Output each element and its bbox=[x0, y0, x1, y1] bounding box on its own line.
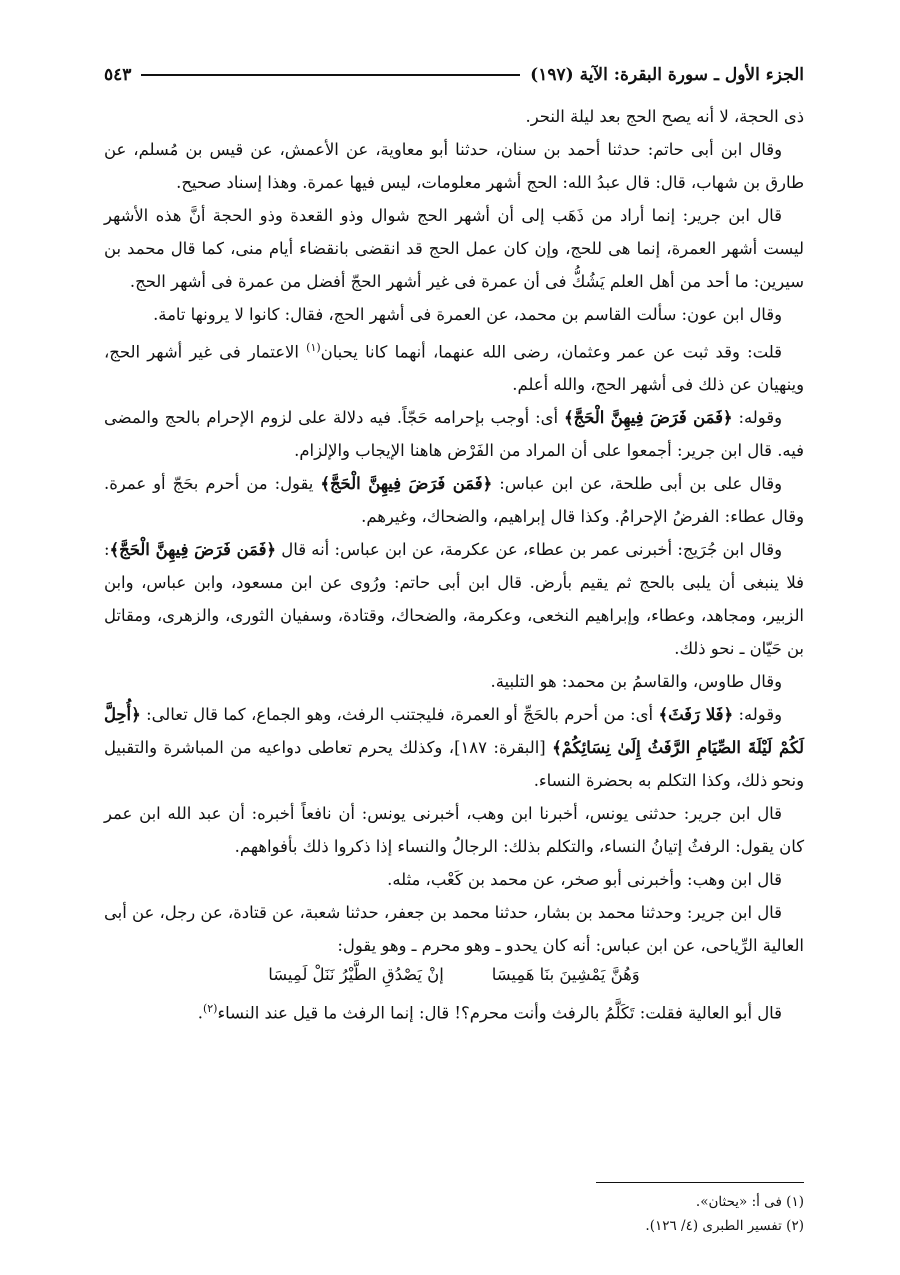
paragraph: قال ابن جرير: إنما أراد من ذَهَب إلى أن أشهر الحج شوال وذو القعدة وذو الحجة أنَّ هذه الأشهر ليست أشهر العمرة، إنما هى للحج، وإن كان عمل الحج قد انقضى بانقضاء أيام منى، كما قال محمد بن سيرين: ما أحد من أهل العلم يَشُكُّ فى أن عمرة فى غير أشهر الحجّ أفضل من عمرة فى أشهر الحج. bbox=[104, 206, 804, 291]
paragraph-text: : فلا ينبغى أن يلبى بالحج ثم يقيم بأرض. قال ابن أبى حاتم: ورُوى عن ابن مسعود، وابن عباس، وابن الزبير، ومجاهد، وعطاء، وإبراهيم النخعى، وعكرمة، والضحاك، وقتادة، وسفيان الثورى، والزهرى، ومقاتل بن حَيّان ـ نحو ذلك. bbox=[104, 540, 804, 659]
quran-verse: ﴿فَمَن فَرَضَ فِيهِنَّ الْحَجَّ﴾ bbox=[320, 474, 493, 494]
paragraph: وقال ابن أبى حاتم: حدثنا أحمد بن سنان، حدثنا أبو معاوية، عن الأعمش، عن قيس بن مُسلم، عن طارق بن شهاب، قال: قال عبدُ الله: الحج أشهر معلومات، ليس فيها عمرة. وهذا إسناد صحيح. bbox=[104, 140, 804, 192]
paragraph-text: قلت: وقد ثبت عن عمر وعثمان، رضى الله عنهما، أنهما كانا يحبان bbox=[320, 342, 782, 362]
paragraph bbox=[104, 401, 804, 467]
header-rule bbox=[141, 74, 520, 76]
footnote-ref: (٢) bbox=[202, 1002, 218, 1016]
quran-verse: ﴿أُحِلَّ لَكُمْ لَيْلَةَ الصِّيَامِ الرَّفَثُ إِلَىٰ نِسَائِكُمْ﴾ bbox=[104, 705, 804, 758]
footnote: (١) فى أ: «يحثان». bbox=[695, 1194, 804, 1210]
paragraph bbox=[104, 698, 804, 797]
paragraph bbox=[104, 992, 804, 1029]
paragraph-text: [البقرة: ١٨٧]، وكذلك يحرم تعاطى دواعيه من المباشرة والتقبيل ونحو ذلك، وكذا التكلم به بحضرة النساء. bbox=[104, 738, 804, 791]
poem-hemistich: إنْ يَصْدُقِ الطَّيْرُ نَنَلْ لَمِيسَا bbox=[268, 965, 444, 985]
poem-verse bbox=[104, 962, 804, 988]
paragraph-text: . bbox=[197, 1003, 203, 1023]
quran-verse: ﴿فَمَن فَرَضَ فِيهِنَّ الْحَجَّ﴾ bbox=[564, 408, 733, 428]
paragraph-text: أى: من أحرم بالحَجِّ أو العمرة، فليجتنب الرفث، وهو الجماع، كما قال تعالى: bbox=[140, 705, 659, 725]
paragraph: قال ابن وهب: وأخبرنى أبو صخر، عن محمد بن كَعْب، مثله. bbox=[387, 870, 782, 890]
paragraph-text: قال أبو العالية فقلت: تَكَلَّمُ بالرفث وأنت محرم؟! قال: إنما الرفث ما قيل عند النساء bbox=[217, 1003, 782, 1023]
paragraph-text: وقال على بن أبى طلحة، عن ابن عباس: bbox=[492, 474, 782, 494]
paragraph bbox=[104, 533, 804, 665]
paragraph bbox=[104, 331, 804, 401]
paragraph-text: أى: أوجب بإحرامه حَجّاً. فيه دلالة على لزوم الإحرام بالحج والمضى فيه. قال ابن جرير: أجمعوا على أن المراد من الفَرْض هاهنا الإيجاب والإلزام. bbox=[104, 408, 804, 461]
footnote: (٢) تفسير الطبرى (٤/ ١٢٦). bbox=[645, 1218, 804, 1234]
main-text bbox=[104, 100, 804, 1030]
paragraph-text: وقوله: bbox=[733, 705, 782, 725]
paragraph: ذى الحجة، لا أنه يصح الحج بعد ليلة النحر. bbox=[525, 107, 804, 126]
page bbox=[104, 58, 804, 1030]
paragraph: قال ابن جرير: وحدثنا محمد بن بشار، حدثنا محمد بن جعفر، حدثنا شعبة، عن قتادة، عن رجل، عن أبى العالية الرِّياحى، عن ابن عباس: أنه كان يحدو ـ وهو محرم ـ وهو يقول: bbox=[104, 903, 804, 956]
paragraph-text: يقول: من أحرم بحَجّ أو عمرة. وقال عطاء: الفرضُ الإحرامُ. وكذا قال إبراهيم، والضحاك، وغيرهم. bbox=[104, 474, 804, 527]
paragraph-text: وقوله: bbox=[732, 408, 782, 428]
footnote-ref: (١) bbox=[306, 341, 321, 354]
quran-verse: ﴿فَلا رَفَثَ﴾ bbox=[658, 705, 734, 725]
paragraph: وقال ابن عون: سألت القاسم بن محمد، عن العمرة فى أشهر الحج، فقال: كانوا لا يرونها تامة. bbox=[153, 305, 782, 324]
page-number: ٥٤٣ bbox=[104, 65, 132, 85]
paragraph-text: الاعتمار فى غير أشهر الحج، وينهيان عن ذلك فى أشهر الحج، والله أعلم. bbox=[104, 342, 804, 395]
footnotes bbox=[104, 1190, 804, 1238]
paragraph-text: وقال ابن جُرَيج: أخبرنى عمر بن عطاء، عن عكرمة، عن ابن عباس: أنه قال bbox=[276, 540, 782, 560]
quran-verse: ﴿فَمَن فَرَضَ فِيهِنَّ الْحَجَّ﴾ bbox=[109, 540, 277, 560]
footnote-separator bbox=[596, 1182, 804, 1183]
paragraph bbox=[104, 467, 804, 533]
poem-hemistich: وَهُنَّ يَمْشِينَ بنَا هَمِيسَا bbox=[491, 965, 640, 985]
paragraph: وقال طاوس، والقاسمُ بن محمد: هو التلبية. bbox=[490, 672, 782, 692]
running-header bbox=[104, 58, 804, 92]
header-title: الجزء الأول ـ سورة البقرة: الآية (١٩٧) bbox=[530, 65, 804, 85]
paragraph: قال ابن جرير: حدثنى يونس، أخبرنا ابن وهب، أخبرنى يونس: أن نافعاً أخبره: أن عبد الله ابن عمر كان يقول: الرفثُ إتيانُ النساء، والتكلم بذلك: الرجالُ والنساء إذا ذكروا ذلك بأفواههم. bbox=[104, 804, 804, 857]
